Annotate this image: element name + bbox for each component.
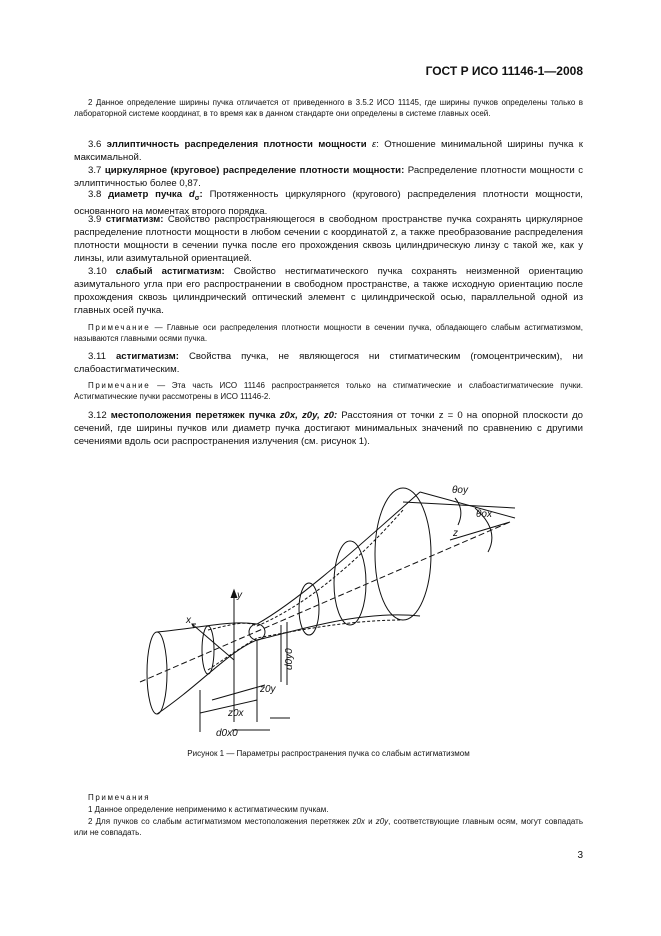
term-waist-locations: местоположения перетяжек пучка — [110, 410, 276, 421]
section-3-11 — [74, 350, 583, 376]
x-axis — [192, 624, 234, 660]
note-2-symbol-z0y: z0y — [375, 817, 389, 826]
note-2 — [74, 816, 583, 838]
section-number: 3.11 — [88, 351, 106, 362]
definition-text: Распределение плотности мощности с эллиптичностью более 0,87. — [74, 165, 583, 189]
label-theta-y: θoy — [452, 485, 468, 496]
note-text: — Эта часть ИСО 11146 распространяется только на стигматические и слабоастигматические пучки. Астигматические пучки рассмотрены в ИСО 11146-2. — [74, 381, 583, 401]
symbols-z0: z0x, z0y, z0: — [279, 410, 338, 421]
beam-propagation-figure — [120, 470, 520, 740]
section-number: 3.6 — [88, 139, 102, 150]
definition-text: Свойства пучка, не являющегося ни стигматическим (гомоцентрическим), ни слабоастигматическим. — [74, 351, 583, 375]
term-weak-astigmatism: слабый астигматизм: — [115, 266, 225, 277]
section-3-8: 3.8 диаметр пучка $d_\sigma$: Протяженность циркулярного (кругового) распределения плотности мощности, основанного на моментах второго порядка. — [74, 189, 583, 217]
note-label: Примечание — [88, 381, 151, 390]
section-number: 3.7 — [88, 165, 102, 176]
symbol-d: d — [188, 189, 195, 200]
definition-text: Свойство распространяющегося в свободном пространстве пучка сохранять циркулярное распределение плотности мощности в любом сечении с координатой z, а также преобразование распределения плотности мощности в сечении пучка после его прохождения сквозь цилиндрическую линзу с такой же, как у линзы, или азимутальной ориентацией. — [74, 214, 583, 264]
definition-text: Расстояния от точки z = 0 на опорной плоскости до сечений, где ширины пучков или диаметр пучка достигают минимальных значений по сравнению с другими сечениями вдоль оси распространения излучения (см. рисунок 1). — [74, 410, 584, 447]
label-d0x0: d0x0 — [216, 728, 238, 739]
document-header: ГОСТ Р ИСО 11146-1—2008 — [425, 64, 583, 78]
notes-title-text: Примечания — [88, 793, 151, 802]
note-scope — [74, 380, 583, 402]
section-number: 3.9 — [88, 214, 102, 225]
figure-caption: Рисунок 1 — Параметры распространения пучка со слабым астигматизмом — [187, 749, 470, 758]
note-2-symbol-z0x: z0x — [352, 817, 365, 826]
notes-title — [74, 792, 583, 803]
section-3-12 — [74, 409, 583, 448]
term-astigmatism: астигматизм: — [115, 351, 179, 362]
term-beam-diameter: диаметр пучка — [108, 189, 183, 200]
page-number: 3 — [577, 850, 583, 861]
label-z: z — [453, 528, 458, 539]
section-3-10 — [74, 265, 583, 317]
definition-text: Свойство нестигматического пучка сохранять неизменной ориентацию азимутального угла при его распространении в свободном пространстве, а также исходную ориентацию после прохождения сквозь цилиндрический оптический элемент с цилиндрической осью, параллельной одной из главных осей пучка. — [74, 266, 583, 316]
label-z0x: z0x — [228, 708, 244, 719]
section-number: 3.10 — [88, 266, 107, 277]
note-beam-width: 2 Данное определение ширины пучка отличается от приведенного в 3.5.2 ИСО 11145, где ширины пучков определены только в лабораторной системе координат, в то время как в данном стандарте они определены в системе главных осей. — [74, 98, 583, 118]
section-3-7 — [74, 164, 583, 190]
definition-text: Протяженность циркулярного (кругового) распределения плотности мощности, основанного на моментах второго порядка. — [74, 189, 583, 217]
symbol-epsilon: ε — [372, 139, 377, 150]
label-x: x — [186, 615, 191, 626]
definition-text: Отношение минимальной ширины пучка к максимальной. — [74, 139, 583, 163]
note-1: 1 Данное определение неприменимо к астигматическим пучкам. — [88, 805, 329, 814]
term-stigmatism: стигматизм: — [105, 214, 164, 225]
section-number: 3.8 — [88, 189, 102, 200]
label-d0y0: d0y0 — [284, 648, 295, 670]
note-label: Примечание — [88, 323, 151, 332]
note-2-and: и — [368, 817, 373, 826]
note-text: — Главные оси распределения плотности мощности в сечении пучка, обладающего слабым астигматизмом, называются главными осями пучка. — [74, 323, 584, 343]
section-3-9 — [74, 213, 583, 265]
cross-section-2 — [202, 626, 214, 674]
section-number: 3.12 — [88, 410, 107, 421]
note-2-text-b: , соответствующие главным осям, могут совпадать или не совпадать. — [74, 817, 583, 837]
label-z0y: z0y — [260, 684, 276, 695]
note-2-text-a: 2 Для пучков со слабым астигматизмом местоположения перетяжек — [88, 817, 350, 826]
cross-section-1 — [147, 632, 167, 714]
cross-section-5 — [375, 488, 431, 620]
section-3-6: 3.6 эллиптичность распределения плотности мощности ε: Отношение минимальной ширины пучка к максимальной. — [74, 139, 583, 163]
z-axis — [140, 522, 510, 682]
symbol-sigma: σ — [194, 194, 200, 202]
label-theta-x: θox — [476, 509, 492, 520]
label-y: y — [237, 590, 242, 601]
note-principal-axes — [74, 322, 583, 344]
term-ellipticity: эллиптичность распределения плотности мощности — [106, 139, 367, 150]
term-circular-distribution: циркулярное (круговое) распределение плотности мощности: — [104, 165, 405, 176]
